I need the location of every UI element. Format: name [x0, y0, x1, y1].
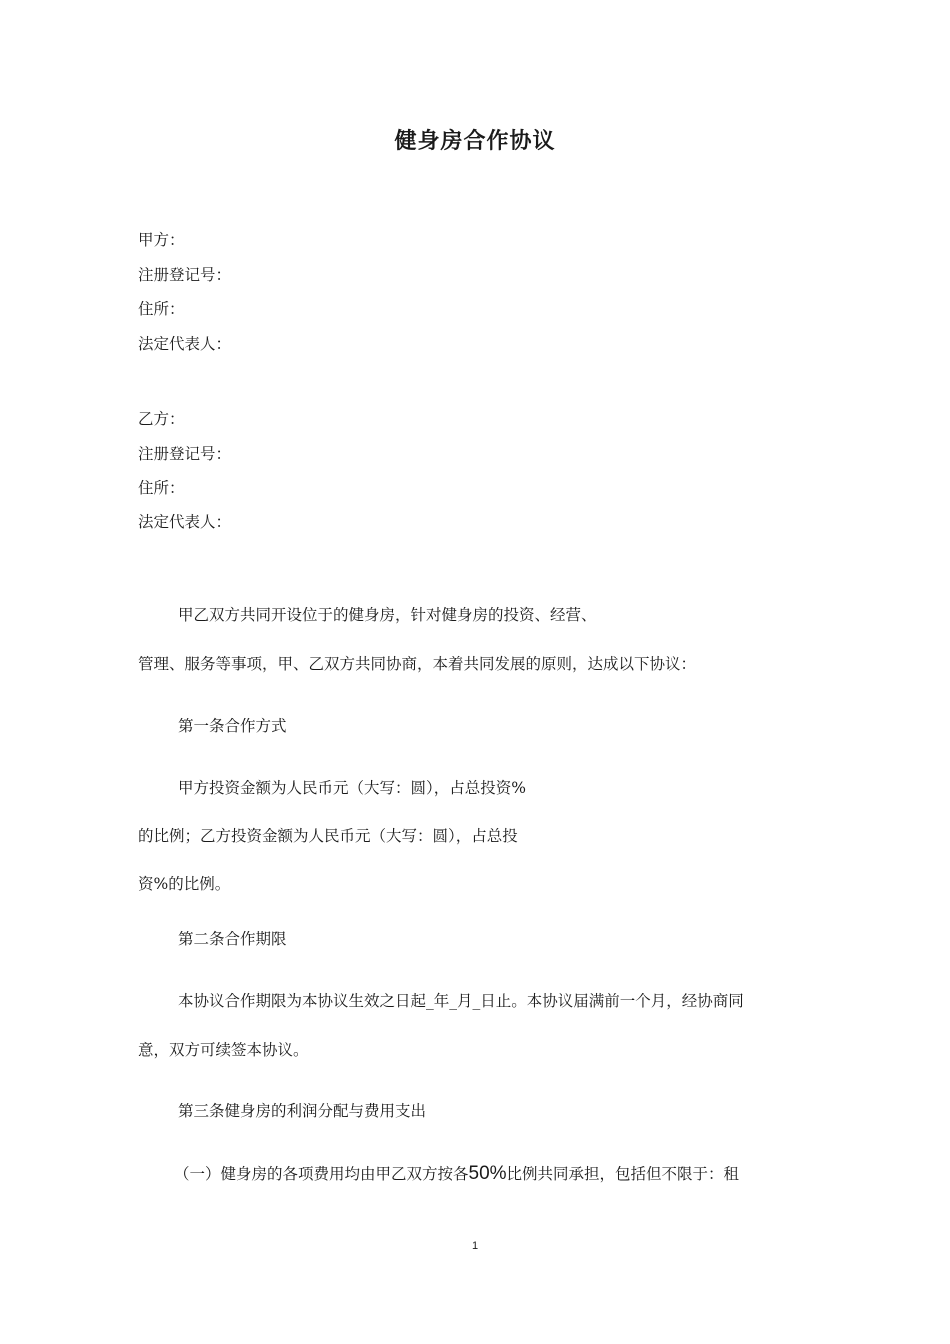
article-3-item-1-percent: 50%: [468, 1163, 507, 1184]
article-2-line-1: 本协议合作期限为本协议生效之日起_年_月_日止。本协议届满前一个月，经协商同: [178, 992, 744, 1010]
article-3-heading: 第三条健身房的利润分配与费用支出: [178, 1102, 427, 1120]
party-b-address-label: 住所：: [138, 479, 185, 497]
party-a-name-label: 甲方：: [138, 231, 185, 249]
party-a-rep-label: 法定代表人：: [138, 335, 232, 353]
article-3-item-1-post: 比例共同承担，包括但不限于：租: [506, 1165, 740, 1183]
article-1-line-1: 甲方投资金额为人民币元（大写：圆），占总投资%: [178, 779, 526, 797]
article-2-heading: 第二条合作期限: [178, 930, 287, 948]
article-1-line-3: 资%的比例。: [138, 875, 231, 893]
document-title: 健身房合作协议: [394, 129, 556, 154]
article-3-item-1-pre: （一）健身房的各项费用均由甲乙双方按各: [174, 1165, 469, 1183]
intro-line-2: 管理、服务等事项，甲、乙双方共同协商，本着共同发展的原则，达成以下协议：: [138, 655, 697, 673]
party-a-address-label: 住所：: [138, 300, 185, 318]
intro-line-1: 甲乙双方共同开设位于的健身房，针对健身房的投资、经营、: [178, 606, 597, 624]
article-1-heading: 第一条合作方式: [178, 717, 287, 735]
party-a-reg-label: 注册登记号：: [138, 266, 232, 284]
party-b-rep-label: 法定代表人：: [138, 513, 232, 531]
article-2-line-2: 意，双方可续签本协议。: [138, 1041, 309, 1059]
article-1-line-2: 的比例；乙方投资金额为人民币元（大写：圆），占总投: [138, 827, 518, 845]
page-number: 1: [471, 1240, 479, 1252]
party-b-reg-label: 注册登记号：: [138, 445, 232, 463]
article-3-item-1: [174, 1164, 739, 1184]
party-b-name-label: 乙方：: [138, 410, 185, 428]
